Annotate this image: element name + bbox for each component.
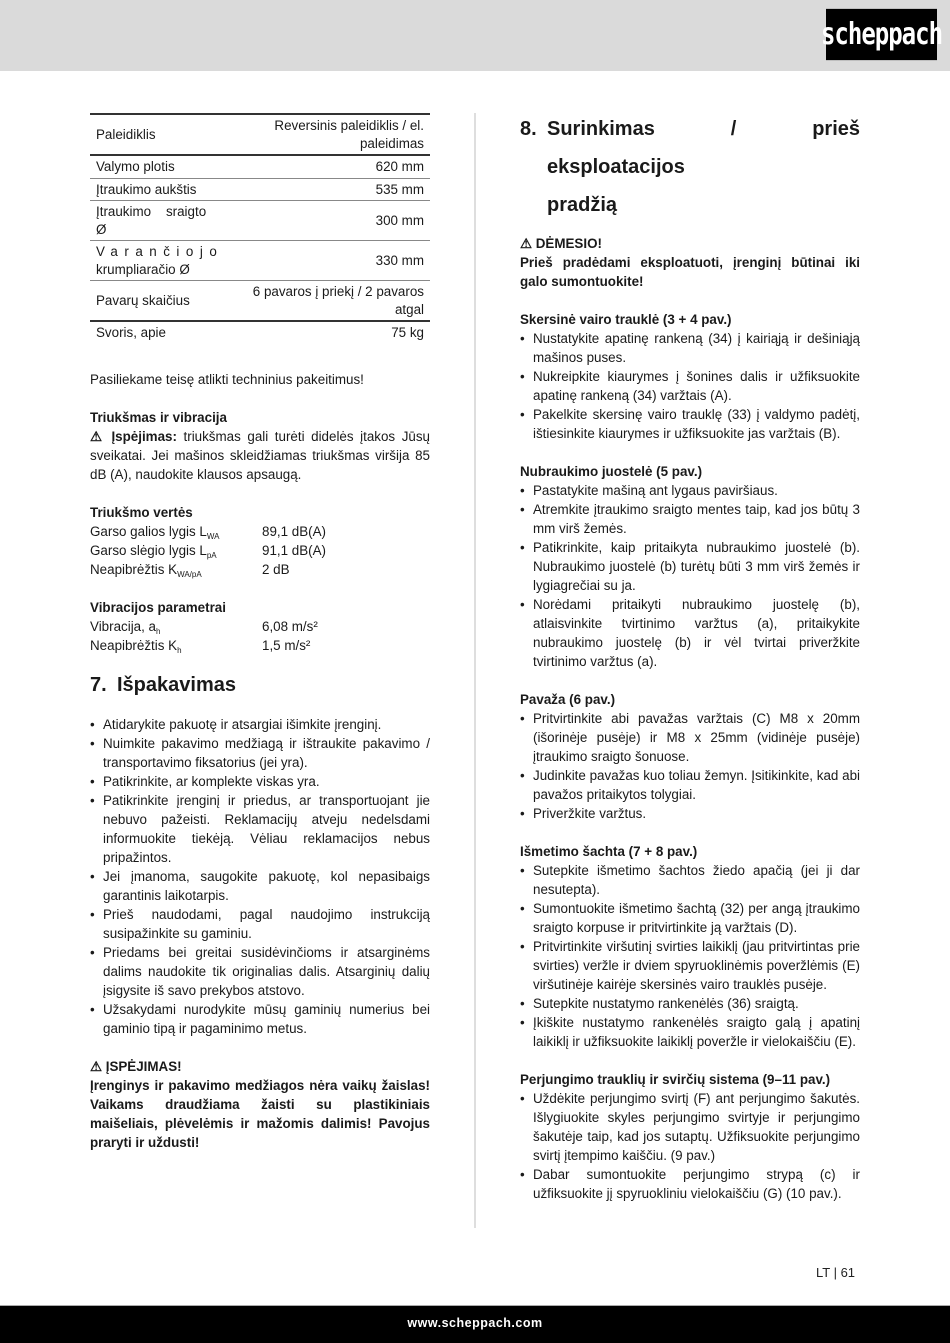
scraper-bar-list xyxy=(520,481,860,671)
value-label: Vibracija, $a_h$ xyxy=(90,618,161,636)
spec-value: 6 pavaros į priekį / 2 pavaros atgal xyxy=(229,281,430,322)
subsection-heading: Išmetimo šachta (7 + 8 pav.) xyxy=(520,844,698,859)
noise-values-table xyxy=(90,522,430,579)
attention-text: Prieš pradėdami eksploatuoti, įrenginį būtinai iki galo sumontuokite! xyxy=(520,255,860,289)
list-item: • Sutepkite išmetimo šachtos žiedo apačią (jei ji dar nesutepta). xyxy=(520,861,860,899)
page-number: LT | 61 xyxy=(816,1265,856,1280)
spec-label: Įtraukimo aukštis xyxy=(90,178,229,201)
spec-value: Reversinis paleidiklis / el. paleidimas xyxy=(229,114,430,155)
child-warning-title: ⚠ ĮSPĖJIMAS! xyxy=(90,1058,182,1074)
list-item: • Nustatykite apatinę rankeną (34) į kairiąją ir dešiniąją mašinos puses. xyxy=(520,329,860,367)
footer-bar xyxy=(0,1305,950,1343)
list-item: • Nuimkite pakavimo medžiagą ir ištraukite pakavimo / transportavimo fiksatorius (jei yra). xyxy=(90,734,430,772)
discharge-chute-list xyxy=(520,861,860,1051)
section-7-title: 7. Išpakavimas xyxy=(90,673,236,696)
subsection-heading: Pavaža (6 pav.) xyxy=(520,692,616,707)
warning-icon: ⚠ xyxy=(90,428,112,444)
website-link[interactable]: www.scheppach.com xyxy=(407,1316,543,1330)
list-item: • Atidarykite pakuotę ir atsargiai išimkite įrenginį. xyxy=(90,715,430,734)
subsection-heading: Skersinė vairo trauklė (3 + 4 pav.) xyxy=(520,312,732,327)
table-row xyxy=(90,321,430,344)
spec-value: 75 kg xyxy=(391,325,424,340)
attention-title: ⚠ DĖMESIO! xyxy=(520,236,602,251)
list-item: • Pritvirtinkite viršutinį svirties laikiklį (jau pritvirtintas prie svirties) veržle ir dviem spyruoklinėmis poveržlėmis (E) viršutinėje kairėje skersinės vairo trauklės pusėje. xyxy=(520,937,860,994)
spec-label: Pavarų skaičius xyxy=(90,281,229,322)
skid-list xyxy=(520,709,860,823)
list-item: • Atremkite įtraukimo sraigto mentes taip, kad jos būtų 3 mm virš žemės. xyxy=(520,500,860,538)
list-item: • Užsakydami nurodykite mūsų gaminių numerius bei gaminio tipą ir pagaminimo metus. xyxy=(90,1000,430,1038)
child-warning-text: Įrenginys ir pakavimo medžiagos nėra vaikų žaislas! Vaikams draudžiama žaisti su plastikiniais maišeliais, plėvelėmis ir mažomis dalimis! Pavojus praryti ir uždusti! xyxy=(90,1077,430,1150)
left-column xyxy=(90,113,430,1152)
table-row xyxy=(90,241,430,281)
noise-vibration-heading: Triukšmas ir vibracija xyxy=(90,409,227,425)
list-item: • Jei įmanoma, saugokite pakuotę, kol nepasibaigs garantinis laikotarpis. xyxy=(90,867,430,905)
list-item: • Priedams bei greitai susidėvinčioms ir atsarginėms dalims naudokite tik originalias dalis. Atsarginių dalių įsigysite iš savo prekybos atstovo. xyxy=(90,943,430,1000)
list-item: • Priveržkite varžtus. xyxy=(520,804,860,823)
value-label: Garso galios lygis $L_{WA}$ xyxy=(90,523,220,541)
table-row xyxy=(90,201,430,241)
list-item: • Įkiškite nustatymo rankenėlės sraigto galą į apatinį laikiklį ir užfiksuokite laikiklį poveržle ir vielokaiščiu (E). xyxy=(520,1013,860,1051)
table-row xyxy=(90,178,430,201)
spec-table xyxy=(90,113,430,344)
list-item: • Patikrinkite, ar komplekte viskas yra. xyxy=(90,772,430,791)
subsection-heading: Nubraukimo juostelė (5 pav.) xyxy=(520,464,703,479)
vibration-params-table xyxy=(90,617,430,655)
scheppach-logo: scheppach xyxy=(826,9,937,60)
shift-linkage-list xyxy=(520,1089,860,1203)
column-divider xyxy=(474,113,476,1228)
value: 6,08 m/s² xyxy=(262,618,318,634)
right-column xyxy=(520,113,860,1203)
list-item: • Pritvirtinkite abi pavažas varžtais (C) M8 x 20mm (išorinėje pusėje) ir M8 x 25mm (vidinėje pusėje) įtraukimo sraigto šonuose. xyxy=(520,709,860,766)
list-item: • Nukreipkite kiaurymes į šonines dalis ir užfiksuokite apatinę rankeną (34) varžtais (A). xyxy=(520,367,860,405)
list-item: • Patikrinkite, kaip pritaikyta nubraukimo juostelė (b). Nubraukimo juostelė (b) turėtų būti 3 mm virš žemės ir lygiagrečiai su ja. xyxy=(520,538,860,595)
vibration-params-heading: Vibracijos parametrai xyxy=(90,599,226,615)
header-bar xyxy=(0,0,950,71)
list-item: • Pastatykite mašiną ant lygaus paviršiaus. xyxy=(520,481,860,500)
value-label: Garso slėgio lygis $L_{pA}$ xyxy=(90,542,217,560)
list-item: • Patikrinkite įrenginį ir priedus, ar transportuojant jie nebuvo pažeisti. Reklamacijų atveju nedelsdami informuokite tiekėją. Vėliau reklamacijos nebus pripažintos. xyxy=(90,791,430,867)
spec-value: 300 mm xyxy=(229,201,430,241)
list-item: • Pakelkite skersinę vairo trauklę (33) į valdymo padėtį, ištiesinkite kiaurymes ir užfiksuokite jas varžtais (B). xyxy=(520,405,860,443)
spec-label: Paleidiklis xyxy=(90,114,229,155)
list-item: • Uždėkite perjungimo svirtį (F) ant perjungimo šakutės. Išlygiuokite skyles perjungimo svirtyje ir perjungimo šakutėje taip, kad jos sutaptų. Užfiksuokite perjungimo svirtį įtempimo kaiščiu. (9 pav.) xyxy=(520,1089,860,1165)
value-label: Neapibrėžtis $K_{WA/pA}$ xyxy=(90,561,202,579)
spec-value: 620 mm xyxy=(229,155,430,178)
handlebar-list xyxy=(520,329,860,443)
section-8-title: 8. Surinkimas / prieš eksploatacijos pradžią xyxy=(520,118,860,216)
value: 89,1 dB(A) xyxy=(262,523,327,539)
table-row xyxy=(90,281,430,322)
value-label: Neapibrėžtis $K_h$ xyxy=(90,637,182,655)
list-item: • Prieš naudodami, pagal naudojimo instrukciją susipažinkite su gaminiu. xyxy=(90,905,430,943)
list-item: • Dabar sumontuokite perjungimo strypą (c) ir užfiksuokite jį spyruokliniu vielokaiščiu (G) (10 pav.). xyxy=(520,1165,860,1203)
tech-changes-note: Pasiliekame teisę atlikti techninius pakeitimus! xyxy=(90,371,364,387)
spec-label: Svoris, apie xyxy=(96,325,166,340)
list-item: • Sutepkite nustatymo rankenėlės (36) sraigtą. xyxy=(520,994,860,1013)
list-item: • Judinkite pavažas kuo toliau žemyn. Įsitikinkite, kad abi pavažos pritaikytos tolygiai. xyxy=(520,766,860,804)
spec-label: Varančiojo krumpliaračio Ø xyxy=(90,241,229,281)
subsection-heading: Perjungimo trauklių ir svirčių sistema (9–11 pav.) xyxy=(520,1072,831,1087)
unpacking-list xyxy=(90,715,430,1038)
noise-warning: ⚠ Įspėjimas: triukšmas gali turėti didelės įtakos Jūsų sveikatai. Jei mašinos skleidžiamas triukšmas viršija 85 dB (A), naudokite klausos apsaugą. xyxy=(90,428,430,482)
value: 2 dB xyxy=(262,561,290,577)
spec-label: Valymo plotis xyxy=(90,155,229,178)
spec-value: 535 mm xyxy=(229,178,430,201)
list-item: • Norėdami pritaikyti nubraukimo juostelę (b), atlaisvinkite tvirtinimo varžtus (a), pritaikykite nubraukimo juostelę (b) ir vėl tvirtai priveržkite tvirtinimo varžtus (a). xyxy=(520,595,860,671)
spec-value: 330 mm xyxy=(229,241,430,281)
value: 91,1 dB(A) xyxy=(262,542,327,558)
noise-values-heading: Triukšmo vertės xyxy=(90,504,193,520)
table-row xyxy=(90,114,430,155)
spec-label: Įtraukimo sraigto Ø xyxy=(90,201,229,241)
value: 1,5 m/s² xyxy=(262,637,311,653)
list-item: • Sumontuokite išmetimo šachtą (32) per angą įtraukimo sraigto korpuse ir pritvirtinkite ją varžtais (D). xyxy=(520,899,860,937)
table-row xyxy=(90,155,430,178)
